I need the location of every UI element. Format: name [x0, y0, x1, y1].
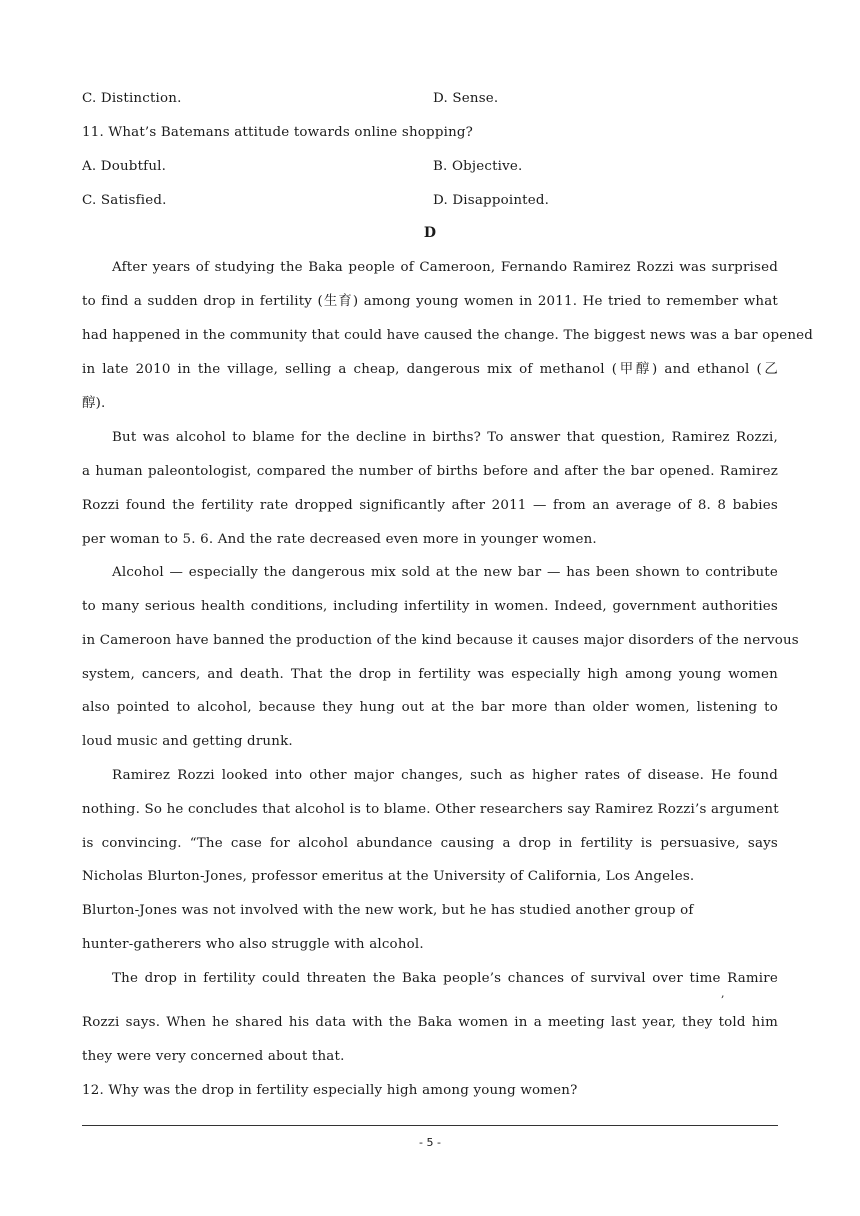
q10-option-d: D. Sense.: [433, 91, 499, 106]
stray-comma: ,: [721, 987, 725, 1000]
passage-line: in late 2010 in the village, selling a cheap, dangerous mix of methanol (甲醇) and ethanol (乙: [82, 362, 778, 377]
passage-line: Ramirez Rozzi looked into other major changes, such as higher rates of disease. He found: [112, 768, 778, 783]
passage-line: in Cameroon have banned the production of the kind because it causes major disorders of the nervous: [82, 633, 799, 648]
q11-option-c: C. Satisfied.: [82, 193, 167, 208]
passage-line: had happened in the community that could have caused the change. The biggest news was a bar opened: [82, 328, 814, 343]
q11-option-d: D. Disappointed.: [433, 193, 550, 208]
q10-option-c: C. Distinction.: [82, 91, 182, 106]
section-title: D: [423, 225, 437, 241]
passage-line: is convincing. “The case for alcohol abundance causing a drop in fertility is persuasive, says: [82, 836, 778, 851]
passage-line: Alcohol — especially the dangerous mix sold at the new bar — has been shown to contribute: [112, 565, 778, 580]
passage-line: also pointed to alcohol, because they hung out at the bar more than older women, listening to: [82, 700, 778, 715]
passage-line: to many serious health conditions, including infertility in women. Indeed, government authorities: [82, 599, 778, 614]
passage-line: system, cancers, and death. That the drop in fertility was especially high among young women: [82, 667, 778, 682]
passage-line: they were very concerned about that.: [82, 1049, 345, 1064]
passage-line: loud music and getting drunk.: [82, 734, 293, 749]
passage-line: hunter-gatherers who also struggle with alcohol.: [82, 937, 424, 952]
passage-line: Rozzi found the fertility rate dropped significantly after 2011 — from an average of 8. 8 babies: [82, 498, 778, 513]
passage-line: a human paleontologist, compared the number of births before and after the bar opened. Ramirez: [82, 464, 778, 479]
q11-option-b: B. Objective.: [433, 159, 523, 174]
q11-question: 11. What’s Batemans attitude towards online shopping?: [82, 125, 474, 140]
passage-line: Nicholas Blurton-Jones, professor emeritus at the University of California, Los Angeles.: [82, 869, 695, 884]
passage-line: But was alcohol to blame for the decline in births? To answer that question, Ramirez Rozzi,: [112, 430, 778, 445]
page-number: - 5 -: [419, 1136, 441, 1149]
passage-line: Blurton-Jones was not involved with the new work, but he has studied another group of: [82, 903, 694, 918]
passage-line: Rozzi says. When he shared his data with the Baka women in a meeting last year, they told him: [82, 1015, 778, 1030]
passage-line: nothing. So he concludes that alcohol is to blame. Other researchers say Ramirez Rozzi’s argument: [82, 802, 779, 817]
passage-line: The drop in fertility could threaten the Baka people’s chances of survival over time Ramire: [112, 971, 778, 986]
passage-line: 醇).: [82, 396, 106, 411]
passage-line: per woman to 5. 6. And the rate decreased even more in younger women.: [82, 532, 597, 547]
q11-option-a: A. Doubtful.: [82, 159, 167, 174]
q12-question: 12. Why was the drop in fertility especially high among young women?: [82, 1083, 578, 1098]
passage-line: After years of studying the Baka people of Cameroon, Fernando Ramirez Rozzi was surprised: [112, 260, 778, 275]
passage-line: to find a sudden drop in fertility (生育) among young women in 2011. He tried to remember what: [82, 294, 778, 309]
footer-divider: [82, 1125, 778, 1126]
